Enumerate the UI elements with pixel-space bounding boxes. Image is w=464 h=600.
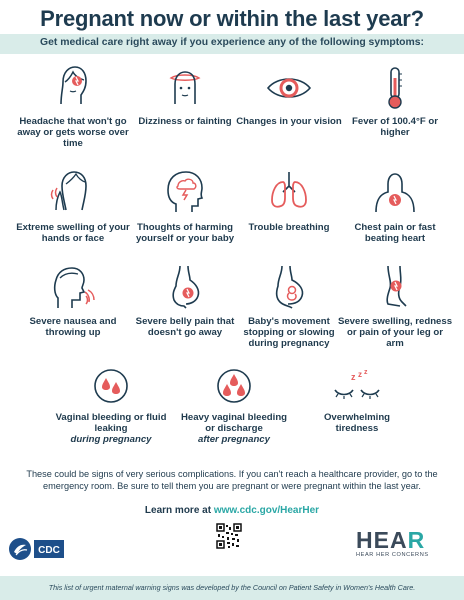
symptom-label: Changes in your vision: [236, 116, 342, 127]
symptom-vaginal-bleeding: [52, 366, 170, 445]
eye-icon: [264, 64, 314, 110]
baby-movement-icon: [264, 262, 314, 310]
symptom-breathing: [231, 166, 347, 233]
cdc-logo: [8, 536, 66, 562]
symptom-label-main: Vaginal bleeding or fluid leaking: [55, 412, 167, 434]
head-storm-icon: [160, 166, 210, 216]
symptom-fever: [337, 64, 453, 138]
learn-more: [0, 505, 464, 516]
heavy-bleeding-icon: [214, 366, 254, 406]
symptom-label: Extreme swelling of your hands or face: [16, 222, 130, 244]
blood-drops-icon: [91, 366, 131, 406]
symptom-leg-arm-pain: [337, 262, 453, 349]
leg-pain-icon: [370, 262, 420, 310]
symptom-label: Severe swelling, redness or pain of your leg or arm: [337, 316, 453, 349]
svg-text:z: z: [358, 370, 362, 379]
thermometer-icon: [380, 64, 410, 110]
lungs-icon: [264, 166, 314, 216]
hear-tagline: HEAR HER CONCERNS: [356, 552, 429, 558]
symptom-heavy-bleeding: [175, 366, 293, 445]
hhs-cdc-logo-icon: [8, 536, 66, 562]
learn-more-link[interactable]: www.cdc.gov/HearHer: [213, 505, 320, 516]
symptom-thoughts: [127, 166, 243, 244]
hear-word-main: HEA: [356, 527, 408, 553]
cdc-logo-text: CDC: [38, 545, 60, 556]
belly-pain-icon: [160, 262, 210, 310]
symptom-label: Thoughts of harming yourself or your baby: [135, 222, 235, 244]
symptom-belly-pain: [127, 262, 243, 338]
swollen-face-icon: [48, 166, 98, 216]
qr-code-icon[interactable]: [216, 523, 242, 549]
eyes-closed-zzz-icon: [327, 366, 387, 406]
symptom-baby-movement: [231, 262, 347, 349]
symptom-label: Dizziness or fainting: [138, 116, 232, 127]
symptom-label: Severe nausea and throwing up: [29, 316, 117, 338]
svg-text:z: z: [351, 372, 356, 382]
page-title: Pregnant now or within the last year?: [40, 6, 424, 31]
symptom-nausea: [15, 262, 131, 338]
learn-more-prefix: Learn more at: [144, 505, 212, 516]
symptom-label: Overwhelming tiredness: [323, 412, 391, 434]
symptom-chest-pain: [337, 166, 453, 244]
warning-note: These could be signs of very serious complications. If you can't reach a healthcare provider, go to the emergency room. Be sure to tell them you are pregnant or were pregnant within the last year.: [26, 469, 438, 491]
symptom-headache: [15, 64, 131, 149]
symptom-tiredness: [302, 366, 412, 434]
svg-text:z: z: [364, 369, 368, 376]
page-subtitle: Get medical care right away if you experience any of the following symptoms:: [40, 37, 424, 48]
chest-heart-icon: [370, 166, 420, 216]
head-pain-icon: [51, 64, 95, 110]
symptom-label-main: Heavy vaginal bleeding or discharge: [180, 412, 288, 434]
footer-text: This list of urgent maternal warning signs was developed by the Council on Patient Safety in Women's Health Care.: [48, 583, 416, 592]
symptom-dizziness: [127, 64, 243, 127]
hear-word: [356, 528, 448, 552]
nausea-icon: [48, 262, 98, 310]
symptom-label: [52, 412, 170, 445]
symptom-label: Severe belly pain that doesn't go away: [135, 316, 235, 338]
symptom-label: Baby's movement stopping or slowing during pregnancy: [243, 316, 335, 349]
symptom-label: Headache that won't go away or gets worse over time: [17, 116, 129, 149]
symptom-label: Fever of 100.4°F or higher: [352, 116, 438, 138]
hear-word-accent: R: [407, 527, 426, 553]
symptom-label: Chest pain or fast beating heart: [354, 222, 436, 244]
hear-her-logo: [356, 528, 448, 564]
symptom-label-italic: during pregnancy: [70, 434, 152, 445]
symptom-label-italic: after pregnancy: [198, 434, 270, 445]
symptom-vision: [231, 64, 347, 127]
symptom-swelling: [15, 166, 131, 244]
symptom-label: Trouble breathing: [248, 222, 330, 233]
symptom-label: [175, 412, 293, 445]
dizzy-head-icon: [163, 64, 207, 110]
